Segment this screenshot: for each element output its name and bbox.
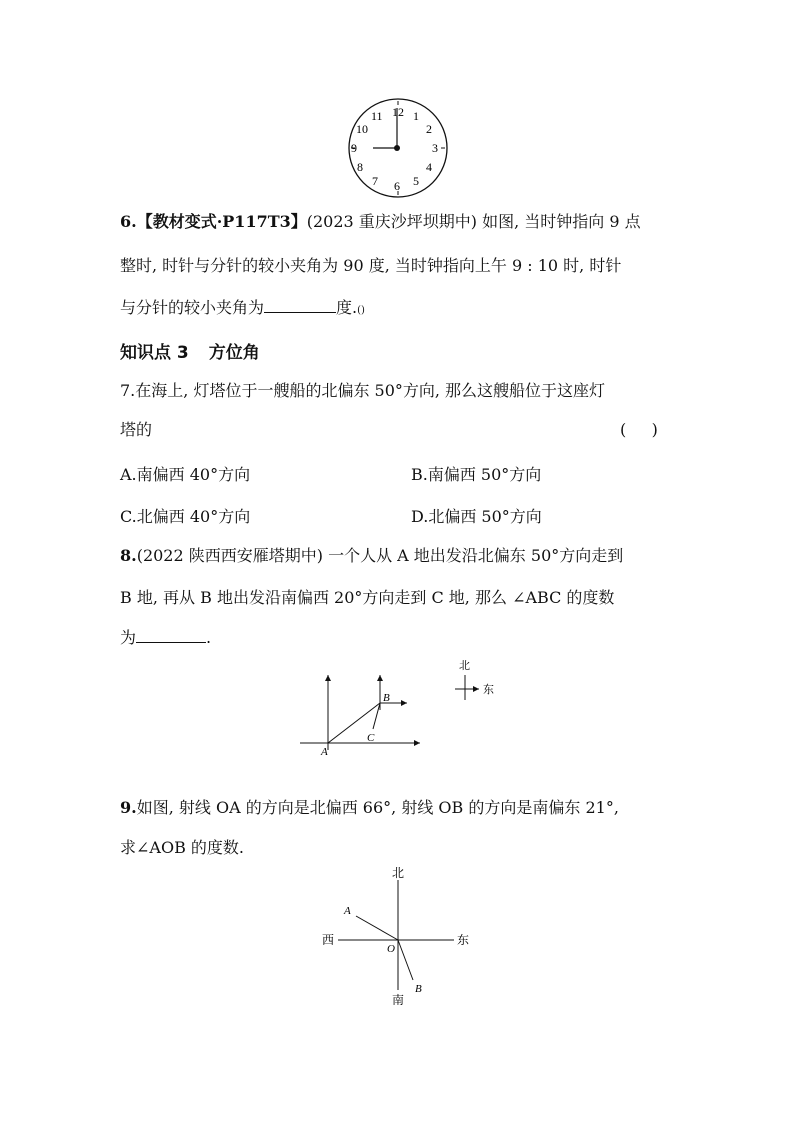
north-label: 北 — [392, 866, 405, 880]
label-a: A — [344, 905, 351, 917]
q9-direction-figure — [318, 862, 478, 1010]
compass-north-label: 北 — [459, 660, 470, 672]
clock-number-9: 9 — [351, 141, 357, 155]
q6-tag: 【教材变式·P117T3】 — [136, 212, 307, 231]
section-heading — [120, 338, 260, 363]
clock-number-4: 4 — [426, 160, 432, 174]
q7-option-d[interactable]: D.北偏西 50°方向 — [411, 507, 542, 526]
compass-east-label: 东 — [483, 684, 494, 696]
q7-option-a[interactable]: A.南偏西 40°方向 — [120, 465, 251, 484]
q8-line-3 — [120, 628, 211, 648]
q7-answer-paren[interactable]: ( ) — [620, 420, 658, 439]
segment-bc — [373, 703, 380, 729]
west-label: 西 — [322, 933, 335, 947]
q8-line-2: B 地, 再从 B 地出发沿南偏西 20°方向走到 C 地, 那么 ∠ABC 的度数 — [120, 588, 615, 607]
q6-line-3-post: 度. — [336, 298, 358, 317]
label-a: A — [321, 746, 328, 758]
clock-number-12: 12 — [392, 105, 404, 119]
clock-number-5: 5 — [413, 174, 419, 188]
q8-number: 8. — [120, 546, 137, 565]
section-label: 知识点 3 — [120, 343, 189, 363]
q6-mark: () — [357, 305, 365, 316]
clock-number-10: 10 — [356, 122, 368, 136]
ray-ob — [398, 940, 413, 980]
clock-number-7: 7 — [372, 174, 378, 188]
q6-line-1 — [120, 212, 641, 232]
q9-line-1 — [120, 798, 619, 818]
label-b: B — [415, 983, 422, 995]
east-label: 东 — [457, 933, 470, 947]
section-title: 方位角 — [208, 343, 260, 363]
q8-line-1-text: (2022 陕西西安雁塔期中) 一个人从 A 地出发沿北偏东 50°方向走到 — [136, 546, 624, 565]
q9-line-1-text: 如图, 射线 OA 的方向是北偏西 66°, 射线 OB 的方向是南偏东 21°, — [136, 798, 619, 817]
q7-line-2: 塔的 — [120, 420, 153, 439]
clock-number-8: 8 — [357, 160, 363, 174]
q6-line-3 — [120, 298, 365, 321]
label-c: C — [367, 732, 375, 744]
q6-number: 6. — [120, 212, 137, 231]
label-o: O — [387, 943, 395, 955]
q8-line-3-pre: 为 — [120, 628, 137, 647]
south-label: 南 — [392, 993, 405, 1007]
q8-answer-blank[interactable] — [136, 628, 206, 643]
q7-option-b[interactable]: B.南偏西 50°方向 — [411, 465, 542, 484]
q6-line-2: 整时, 时针与分针的较小夹角为 90 度, 当时钟指向上午 9 : 10 时, 时针 — [120, 256, 622, 275]
q9-number: 9. — [120, 798, 137, 817]
ray-oa — [356, 916, 398, 940]
q6-line-3-pre: 与分针的较小夹角为 — [120, 298, 265, 317]
clock-figure — [346, 98, 450, 202]
q8-line-3-post: . — [206, 628, 212, 647]
q6-line-1-text: (2023 重庆沙坪坝期中) 如图, 当时钟指向 9 点 — [306, 212, 641, 231]
q8-direction-figure — [295, 655, 505, 765]
clock-number-2: 2 — [426, 122, 432, 136]
label-b: B — [383, 692, 390, 704]
clock-number-11: 11 — [371, 109, 383, 123]
clock-number-6: 6 — [394, 179, 400, 193]
q7-line-1: 7.在海上, 灯塔位于一艘船的北偏东 50°方向, 那么这艘船位于这座灯 — [120, 381, 606, 400]
q7-option-c[interactable]: C.北偏西 40°方向 — [120, 507, 251, 526]
q6-answer-blank[interactable] — [264, 298, 336, 313]
q8-line-1 — [120, 546, 623, 566]
q9-line-2: 求∠AOB 的度数. — [120, 838, 245, 857]
clock-number-3: 3 — [432, 141, 438, 155]
clock-number-1: 1 — [413, 109, 419, 123]
clock-center — [394, 145, 400, 151]
